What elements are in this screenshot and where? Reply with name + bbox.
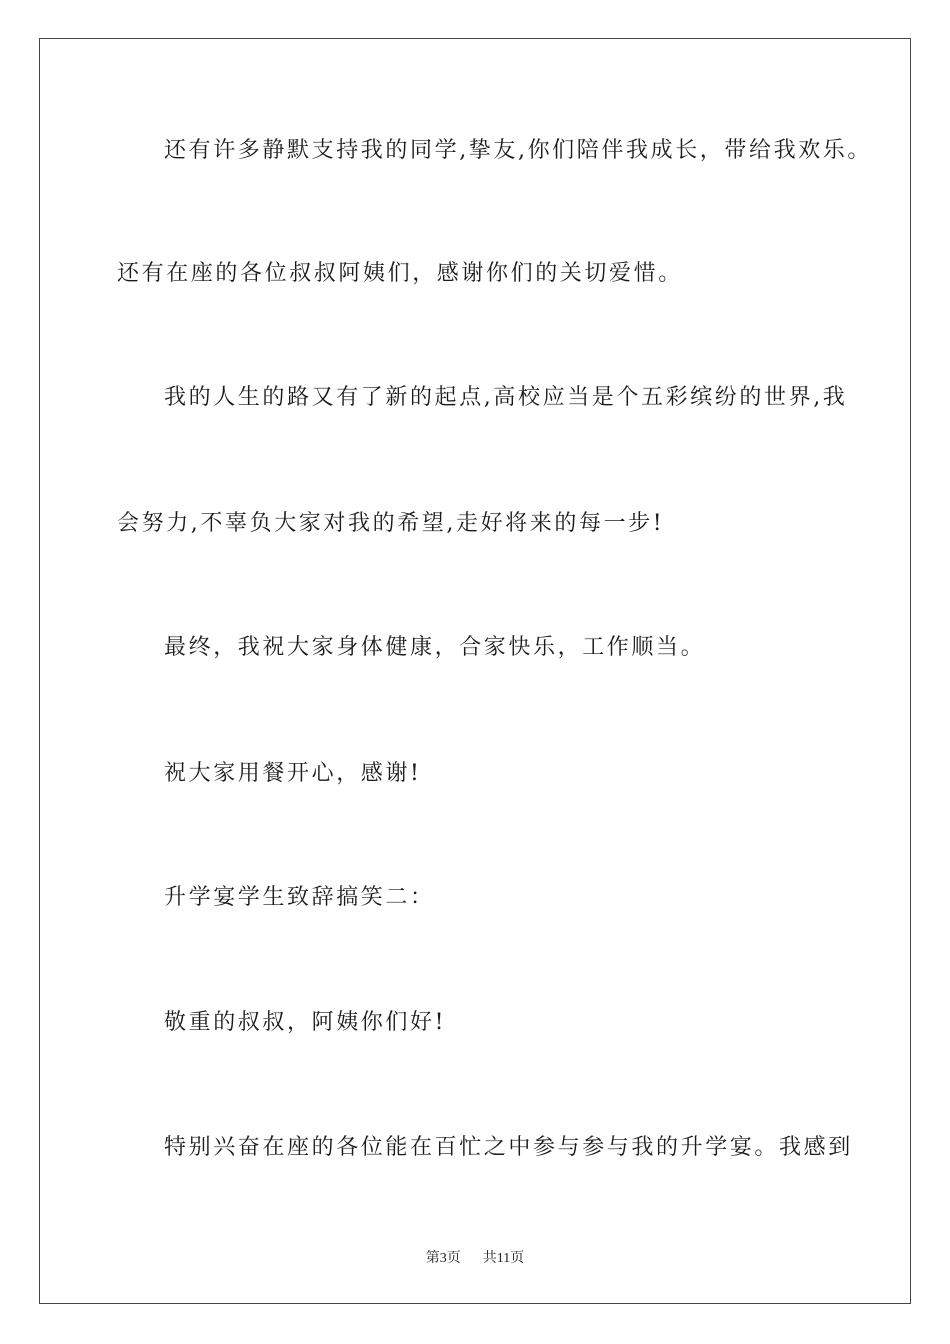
page-footer	[40, 1250, 910, 1268]
text-line-6: 祝大家用餐开心，感谢!	[164, 761, 422, 786]
text-line-5: 最终，我祝大家身体健康，合家快乐，工作顺当。	[164, 635, 706, 660]
total-pages: 共11页	[482, 1251, 525, 1266]
page-border	[39, 38, 911, 1304]
text-line-7: 升学宴学生致辞搞笑二：	[164, 885, 435, 910]
page-number: 第3页	[425, 1251, 461, 1266]
text-line-8: 敬重的叔叔，阿姨你们好!	[164, 1010, 447, 1035]
text-line-9: 特别兴奋在座的各位能在百忙之中参与参与我的升学宴。我感到	[164, 1135, 853, 1160]
text-line-2: 还有在座的各位叔叔阿姨们，感谢你们的关切爱惜。	[117, 261, 683, 286]
text-line-4: 会努力,不辜负大家对我的希望,走好将来的每一步!	[117, 511, 665, 536]
text-line-3: 我的人生的路又有了新的起点,高校应当是个五彩缤纷的世界,我	[164, 385, 848, 410]
text-line-1: 还有许多静默支持我的同学,挚友,你们陪伴我成长，带给我欢乐。	[164, 138, 872, 163]
